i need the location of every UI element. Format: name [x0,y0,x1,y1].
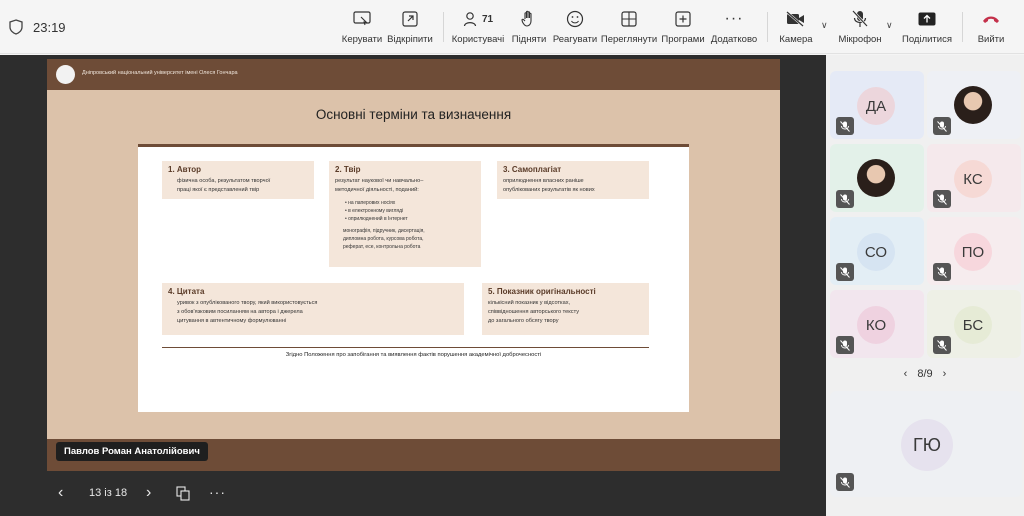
mic-muted-icon [836,473,854,491]
list-item: • в електронному вигляді [345,208,404,214]
participant-photo [954,86,992,124]
control-button[interactable]: Керувати [343,8,381,48]
card-text: кількісний показник у відсотках, співвідношення авторського тексту до загального обсягу твору [488,300,580,324]
mic-off-icon [852,10,868,28]
participant-tile[interactable] [927,290,1021,358]
mic-muted-icon [836,336,854,354]
participant-count: 71 [481,13,494,25]
mic-muted-icon [836,263,854,281]
slide-footnote: Згідно Положення про запобігання та виявлення фактів порушення академічної доброчесності [285,352,542,358]
card-title: 3. Самоплагіат [503,165,562,174]
share-control-icon [353,11,371,27]
mic-muted-icon [836,117,854,135]
raise-hand-button[interactable]: Підняти [511,8,547,48]
participant-tile[interactable] [830,290,924,358]
mic-options-chevron-icon[interactable]: ∨ [886,20,893,30]
apps-icon [675,11,691,27]
more-icon: ··· [724,10,744,27]
card-text: фізична особа, результатом творчої праці якої є представлений твір [177,178,271,193]
share-icon [918,12,936,26]
slide-title: Основні терміни та визначення [315,107,512,122]
participant-tile[interactable] [927,144,1021,212]
people-button[interactable]: 71 Користувачі [451,8,505,48]
card-title: 1. Автор [168,165,202,174]
pager-next-chevron-icon[interactable]: › [942,368,947,380]
participants-gallery [826,55,1024,516]
mic-muted-icon [933,117,951,135]
presenter-name-tag: Павлов Роман Анатолійович [56,442,208,461]
definition-card [162,283,464,335]
slide-more-icon[interactable]: ··· [209,484,226,500]
gallery-pager [826,368,1024,380]
emoji-icon [566,10,584,28]
definition-card [162,161,314,199]
list-item: • на паперових носіях [345,200,396,206]
mic-muted-icon [933,336,951,354]
card-examples: монографія, підручник, дисертація, дипломна робота, курсова робота, реферат, есе, контрольна робота [343,228,425,250]
university-logo [56,65,75,84]
popout-icon [402,11,418,27]
featured-participant-tile[interactable] [830,391,1022,497]
avatar: КС [954,160,992,198]
card-title: 4. Цитата [168,287,205,296]
shield-icon [9,19,23,35]
university-name: Дніпровський національний університет імені Олеся Гончара [82,70,238,76]
meeting-timer: 23:19 [33,20,66,35]
participant-photo [857,159,895,197]
divider-line [162,347,649,348]
react-button[interactable]: Реагувати [555,8,595,48]
participant-tile[interactable] [830,144,924,212]
share-button[interactable]: Поділитися [903,8,951,48]
mic-muted-icon [836,190,854,208]
more-button[interactable]: ··· Додатково [710,10,758,45]
mic-muted-icon [933,263,951,281]
meeting-toolbar [0,0,1024,54]
card-title: 2. Твір [335,165,361,174]
shared-content-stage [0,55,826,516]
definition-card [497,161,649,199]
card-bullets [345,199,475,223]
avatar: ПО [954,233,992,271]
definitions-panel [138,144,689,412]
card-text: оприлюднення власних раніше опублікованих результатів як нових [503,178,595,193]
avatar: БС [954,306,992,344]
slide-body [47,90,780,439]
view-button[interactable]: Переглянути [603,8,655,48]
avatar: СО [857,233,895,271]
card-title: 5. Показник оригінальності [488,287,596,296]
previous-slide-chevron-icon[interactable]: ‹ [58,484,64,501]
slide-counter: 13 із 18 [89,487,128,499]
slides-grid-icon[interactable] [176,486,191,501]
list-item: • оприлюднений в Інтернет [345,216,408,222]
camera-options-chevron-icon[interactable]: ∨ [821,20,828,30]
participant-tile[interactable] [927,71,1021,139]
definition-card [482,283,649,335]
view-icon [621,11,637,27]
toolbar-divider [962,12,963,42]
next-slide-chevron-icon[interactable]: › [146,484,152,501]
participant-tile[interactable] [830,217,924,285]
card-text: результат наукової чи навчально– методичної діяльності, поданий: [335,178,424,193]
definition-card [329,161,481,267]
participant-tile[interactable] [830,71,924,139]
camera-off-icon [786,11,806,27]
avatar: ГЮ [901,419,953,471]
raise-hand-icon [521,10,537,28]
leave-button[interactable]: Вийти [975,8,1007,48]
avatar: ДА [857,87,895,125]
participant-tile[interactable] [927,217,1021,285]
card-text: уривок з опублікованого твору, який використовується з обов'язковим посиланням на автора і джерела цитування в автентичному формулюванні [177,300,318,324]
camera-button[interactable]: Камера [779,8,813,48]
people-icon [463,11,481,27]
presentation-slide [47,59,780,471]
toolbar-divider [443,12,444,42]
microphone-button[interactable]: Мікрофон [837,8,883,48]
avatar: КО [857,306,895,344]
leave-icon [981,13,1001,25]
pager-prev-chevron-icon[interactable]: ‹ [903,368,908,380]
toolbar-divider [767,12,768,42]
pager-label: 8/9 [917,368,933,380]
apps-button[interactable]: Програми [662,8,704,48]
popout-button[interactable]: Відкріпити [387,8,433,48]
slide-header [47,59,780,89]
mic-muted-icon [933,190,951,208]
